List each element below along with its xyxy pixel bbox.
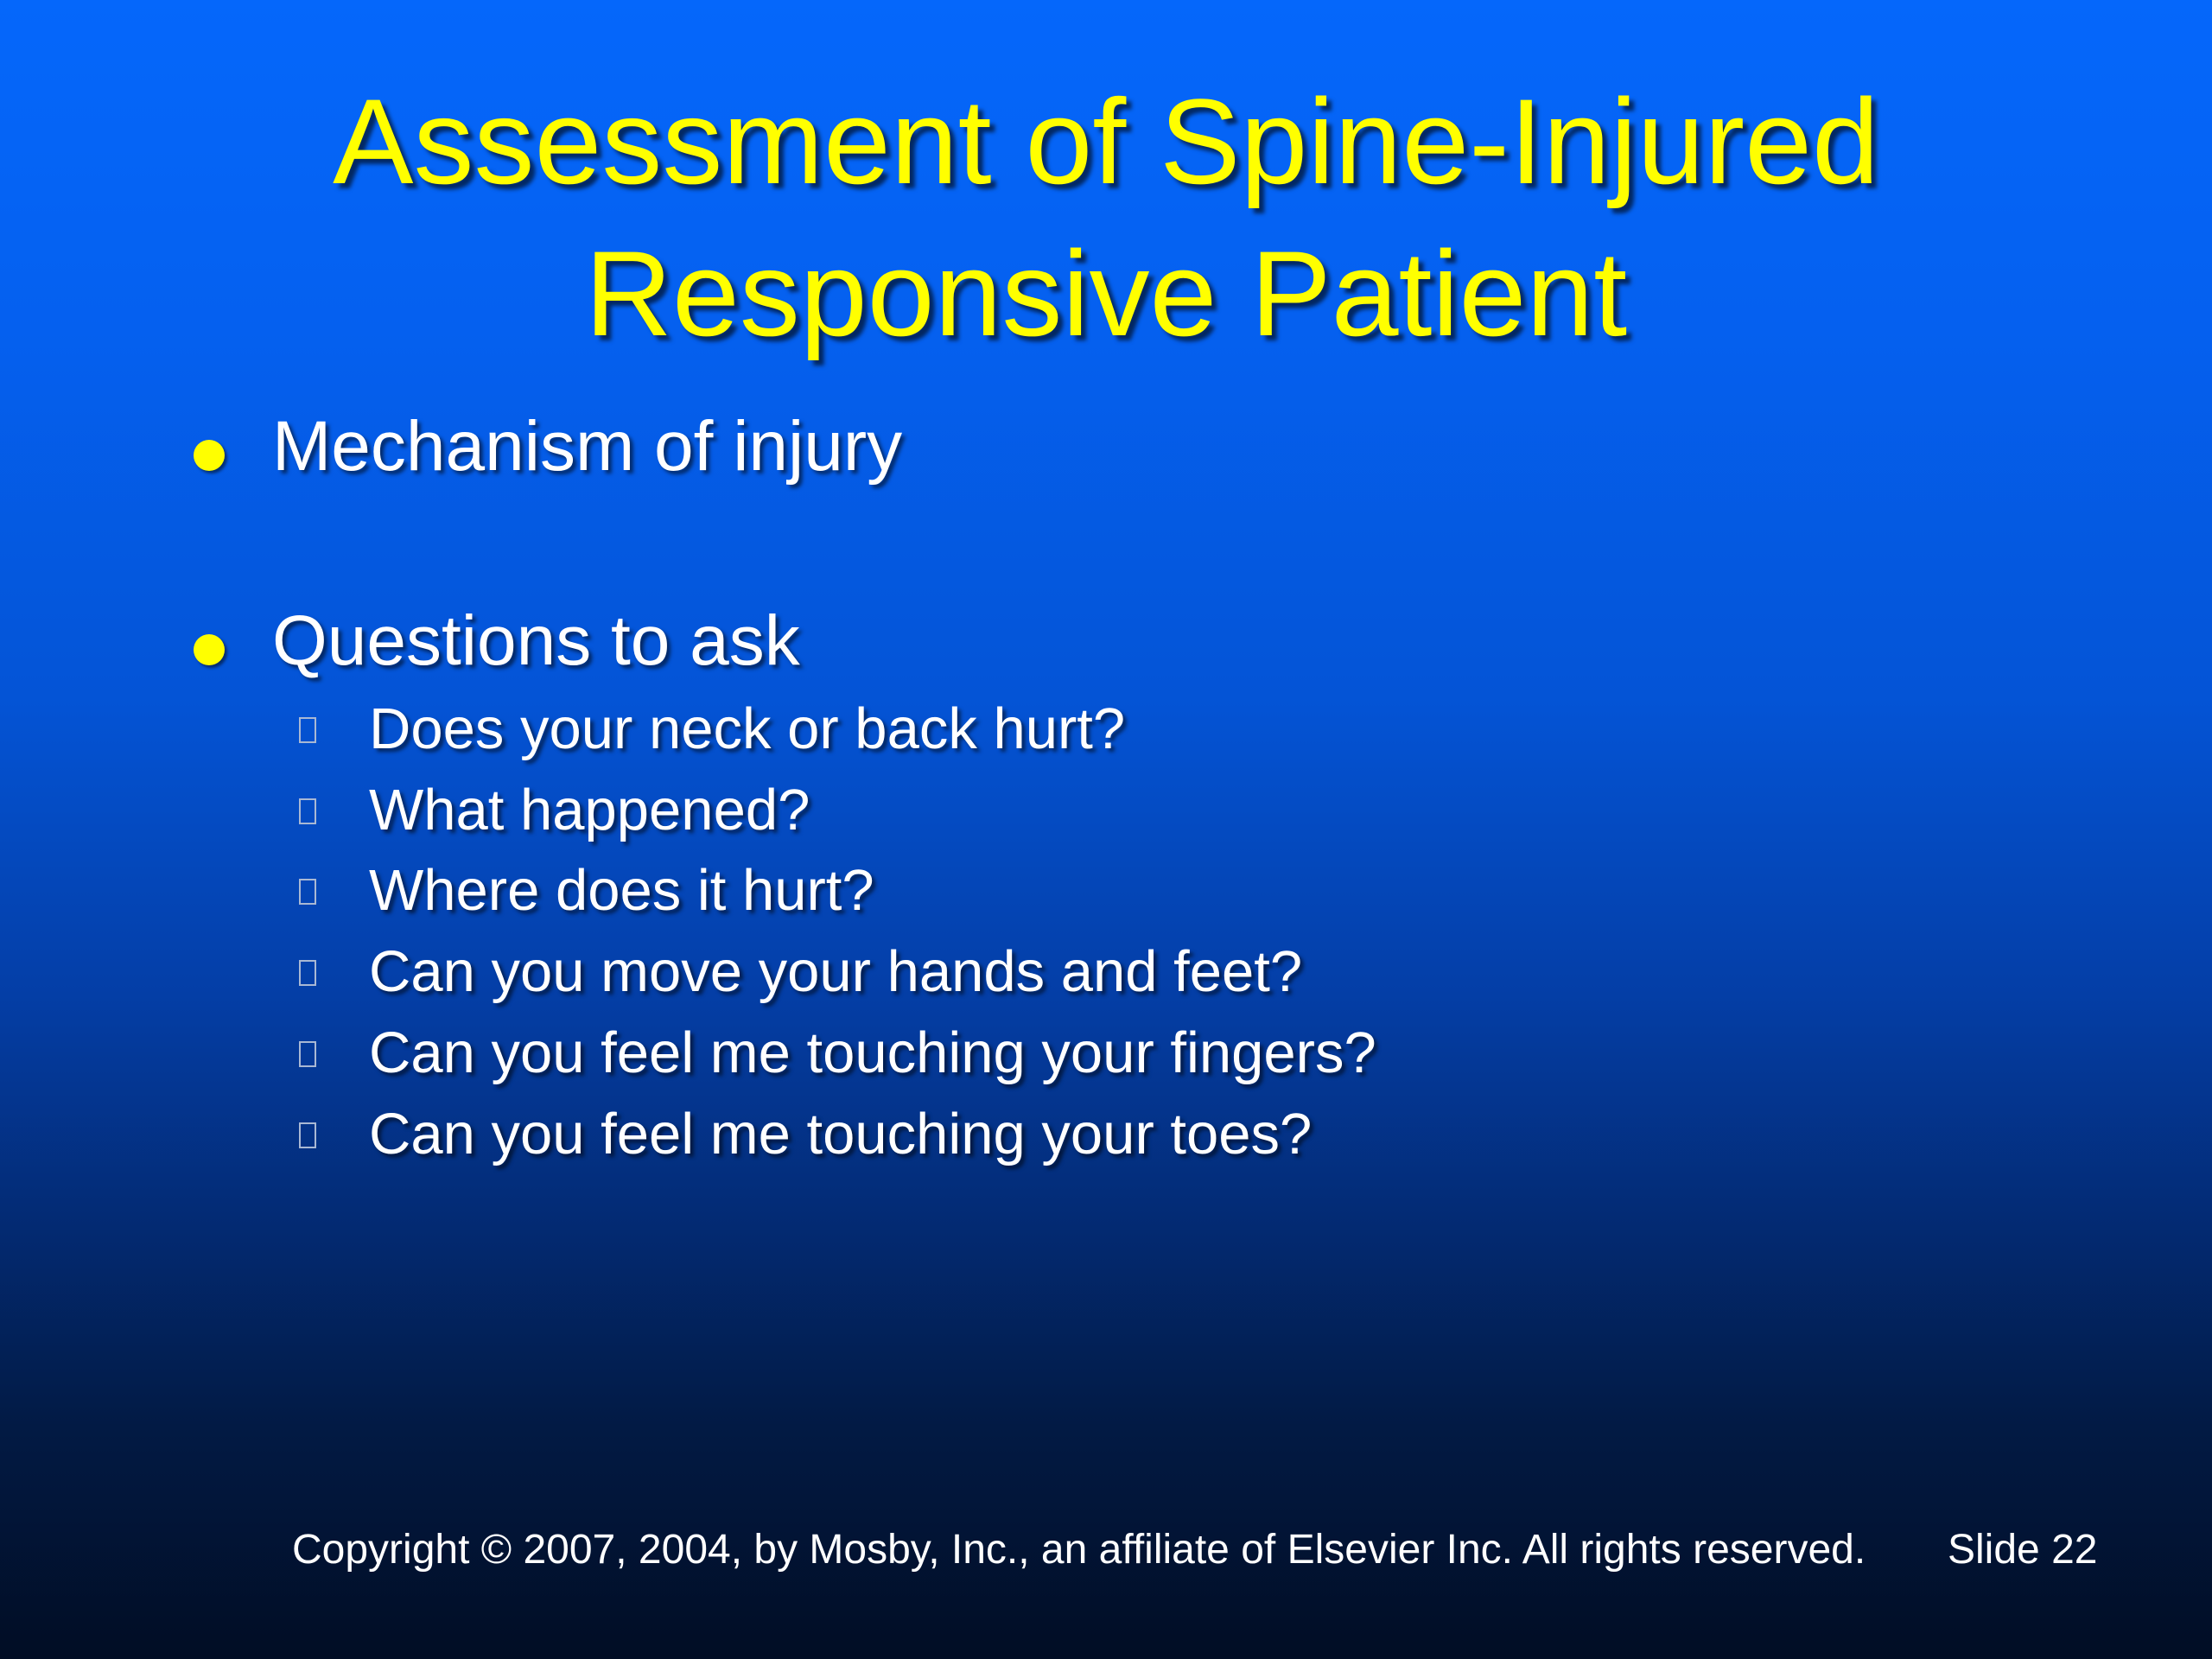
sub-bullet-feel-toes	[0, 1100, 2212, 1169]
missing-glyph-box-icon	[299, 717, 316, 743]
sub-bullet-text: Can you move your hands and feet?	[369, 939, 1303, 1004]
sub-bullet-text: Where does it hurt?	[369, 858, 874, 923]
sub-bullet-feel-fingers	[0, 1019, 2212, 1088]
sub-bullet-text: Can you feel me touching your toes?	[369, 1102, 1313, 1166]
sub-bullet-neck-or-back	[0, 695, 2212, 764]
bullet-text: Questions to ask	[272, 601, 800, 680]
slide-title	[0, 66, 2212, 370]
bullet-questions-to-ask	[0, 598, 2212, 684]
bullet-text: Mechanism of injury	[272, 407, 903, 486]
bullet-mechanism-of-injury	[0, 404, 2212, 490]
sub-bullet-what-happened	[0, 776, 2212, 845]
sub-bullet-text: Does your neck or back hurt?	[369, 696, 1126, 761]
sub-bullet-where-hurt	[0, 856, 2212, 925]
sub-bullet-text: What happened?	[369, 778, 810, 842]
yellow-dot-icon	[194, 440, 225, 471]
missing-glyph-box-icon	[299, 798, 316, 824]
sub-bullet-text: Can you feel me touching your fingers?	[369, 1020, 1376, 1085]
yellow-dot-icon	[194, 634, 225, 665]
slide-title-line-2: Responsive Patient	[584, 226, 1628, 361]
missing-glyph-box-icon	[299, 1041, 316, 1067]
slide-title-line-1: Assessment of Spine-Injured	[333, 73, 1879, 209]
sub-bullet-move-hands-feet	[0, 938, 2212, 1007]
copyright-footer: Copyright © 2007, 2004, by Mosby, Inc., an affiliate of Elsevier Inc. All rights reserved.	[292, 1527, 1866, 1573]
missing-glyph-box-icon	[299, 879, 316, 905]
missing-glyph-box-icon	[299, 1122, 316, 1148]
missing-glyph-box-icon	[299, 960, 316, 986]
slide-number: Slide 22	[1948, 1527, 2098, 1573]
